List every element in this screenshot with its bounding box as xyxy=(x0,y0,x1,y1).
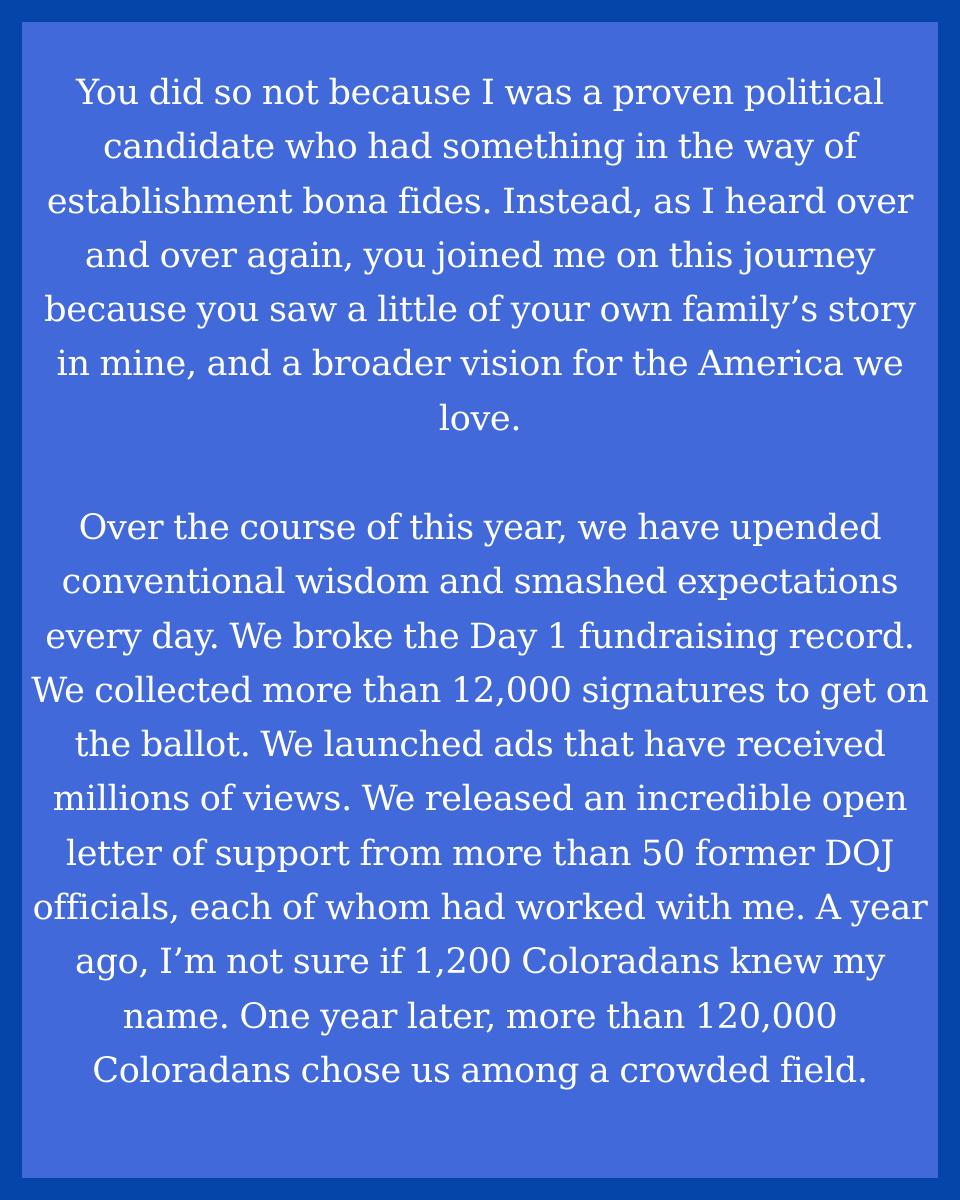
paragraph-2: Over the course of this year, we have upended conventional wisdom and smashed expectations every day. We broke the Day 1 fundraising record. We collected more than 12,000 signatures to get on the ballot. We launched ads that have received millions of views. We released an incredible open letter of support from more than 50 former DOJ officials, each of whom had worked with me. A year ago, I’m not sure if 1,200 Coloradans knew my name. One year later, more than 120,000 Coloradans chose us among a crowded field. xyxy=(31,508,929,1091)
paragraph-1: You did so not because I was a proven political candidate who had something in the way of establishment bona fides. Instead, as I heard over and over again, you joined me on this journey because you saw a little of your own family’s story in mine, and a broader vision for the America we love. xyxy=(44,73,916,439)
text-panel xyxy=(22,22,938,1178)
